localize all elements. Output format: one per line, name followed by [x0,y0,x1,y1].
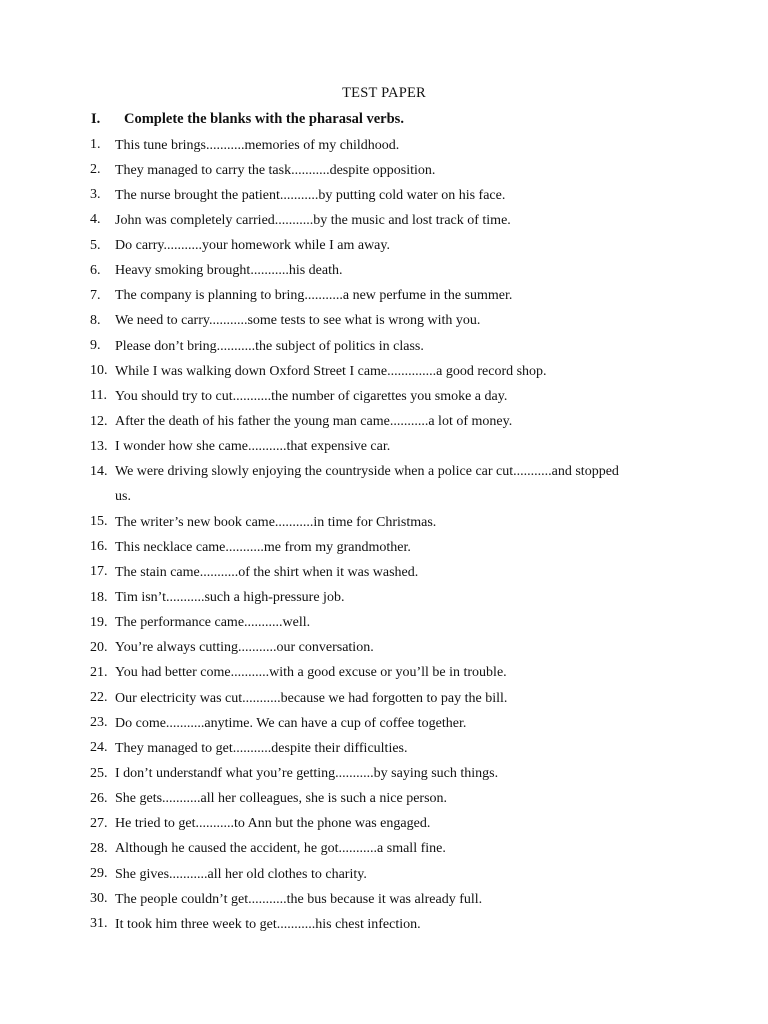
question-number: 7. [90,287,101,303]
question-number: 6. [90,262,101,278]
question-text [115,585,685,610]
question-sentence: They managed to get...........despite their difficulties. [115,740,408,756]
question-number: 1. [90,137,101,152]
question-sentence: She gets...........all her colleagues, she is such a nice person. [115,791,448,807]
question-number: 31. [90,916,108,932]
question-text [115,862,685,887]
section-instructions: Complete the blanks with the pharasal verbs. [124,111,404,127]
question-number: 27. [90,815,108,831]
question-sentence: We were driving slowly enjoying the countryside when a police car cut...........and stopped [115,464,619,480]
question-sentence: They managed to carry the task...........despite opposition. [115,162,436,178]
question-number: 3. [90,187,101,203]
question-item [0,185,768,210]
question-item [0,839,768,864]
question-list [0,135,768,940]
question-item [0,512,768,537]
question-item [0,236,768,261]
question-text [115,560,685,585]
question-text [115,308,685,333]
question-item [0,638,768,663]
question-number: 14. [90,463,108,479]
question-text [115,258,685,283]
question-sentence: I wonder how she came...........that expensive car. [115,439,391,455]
question-number: 10. [90,363,108,379]
question-sentence: We need to carry...........some tests to see what is wrong with you. [115,313,481,329]
question-sentence: This tune brings...........memories of my childhood. [115,137,400,153]
question-item [0,286,768,311]
question-sentence: Please don’t bring...........the subject of politics in class. [115,338,424,354]
question-sentence: Although he caused the accident, he got...........a small fine. [115,841,446,857]
question-text [115,711,685,736]
question-text [115,158,685,183]
question-sentence: You’re always cutting...........our conversation. [115,640,374,656]
question-number: 13. [90,438,108,454]
question-number: 11. [90,388,107,404]
question-number: 29. [90,866,108,882]
question-text [115,409,685,434]
question-sentence: Do come...........anytime. We can have a cup of coffee together. [115,715,467,731]
question-item [0,663,768,688]
section-number: I. [91,111,101,127]
question-text [115,912,685,937]
question-number: 21. [90,664,108,680]
question-sentence: The writer’s new book came...........in time for Christmas. [115,514,437,530]
question-number: 9. [90,338,101,354]
question-text [115,736,685,761]
question-number: 20. [90,639,108,655]
question-text [115,761,685,786]
question-sentence: Do carry...........your homework while I am away. [115,238,390,254]
question-sentence: The nurse brought the patient...........by putting cold water on his face. [115,187,506,203]
question-item [0,889,768,914]
question-item [0,311,768,336]
question-number: 17. [90,564,108,580]
question-sentence: She gives...........all her old clothes to charity. [115,866,367,882]
page-title: TEST PAPER [342,85,426,101]
question-number: 24. [90,740,108,756]
question-text [115,635,685,660]
question-sentence: While I was walking down Oxford Street I came..............a good record shop. [115,363,547,379]
question-sentence: Tim isn’t...........such a high-pressure job. [115,590,345,606]
question-continuation: us. [115,489,131,505]
question-number: 30. [90,891,108,907]
question-text [115,208,685,233]
question-number: 8. [90,312,101,328]
question-text [115,233,685,258]
question-item [0,738,768,763]
question-sentence: Heavy smoking brought...........his death. [115,263,343,279]
question-item [0,764,768,789]
question-number: 22. [90,690,108,706]
question-item [0,914,768,939]
question-text [115,133,685,158]
question-sentence: It took him three week to get...........his chest infection. [115,916,421,932]
question-text [115,510,685,535]
question-number: 4. [90,212,101,228]
question-item [0,412,768,437]
question-item [0,336,768,361]
question-text [115,535,685,560]
question-text [115,359,685,384]
question-text [115,610,685,635]
question-sentence: The people couldn’t get...........the bus because it was already full. [115,891,483,907]
question-sentence: The performance came...........well. [115,615,311,631]
question-item [0,210,768,235]
question-sentence: The company is planning to bring...........a new perfume in the summer. [115,288,513,304]
question-number: 18. [90,589,108,605]
question-item [0,562,768,587]
question-number: 2. [90,162,101,178]
question-sentence: You should try to cut...........the number of cigarettes you smoke a day. [115,388,508,404]
question-number: 28. [90,840,108,856]
question-number: 15. [90,514,108,530]
question-item [0,160,768,185]
question-text [115,384,685,409]
question-item [0,437,768,462]
question-text [115,183,685,208]
question-item [0,814,768,839]
question-number: 5. [90,237,101,253]
question-text [115,686,685,711]
question-text [115,811,685,836]
question-text [115,434,685,459]
question-sentence: I don’t understandf what you’re getting...........by saying such things. [115,766,499,782]
question-item [0,613,768,638]
question-item [0,135,768,160]
question-number: 25. [90,765,108,781]
question-item [0,386,768,411]
question-item [0,713,768,738]
question-sentence: After the death of his father the young man came...........a lot of money. [115,414,513,430]
question-item [0,261,768,286]
question-sentence: He tried to get...........to Ann but the phone was engaged. [115,816,431,832]
question-number: 12. [90,413,108,429]
question-sentence: John was completely carried...........by the music and lost track of time. [115,212,511,228]
question-sentence: Our electricity was cut...........because we had forgotten to pay the bill. [115,690,508,706]
question-item [0,537,768,562]
question-item [0,361,768,386]
question-sentence: This necklace came...........me from my grandmother. [115,539,411,555]
question-sentence: You had better come...........with a good excuse or you’ll be in trouble. [115,665,507,681]
question-text [115,836,685,861]
question-sentence: The stain came...........of the shirt when it was washed. [115,564,419,580]
question-number: 26. [90,790,108,806]
question-item [0,789,768,814]
question-text [115,283,685,308]
question-item [0,588,768,613]
question-text [115,660,685,685]
question-text [115,786,685,811]
question-number: 19. [90,614,108,630]
question-text [115,459,685,509]
question-number: 16. [90,539,108,555]
question-number: 23. [90,715,108,731]
question-item [0,688,768,713]
question-text [115,334,685,359]
question-item [0,462,768,512]
question-text [115,887,685,912]
question-item [0,864,768,889]
